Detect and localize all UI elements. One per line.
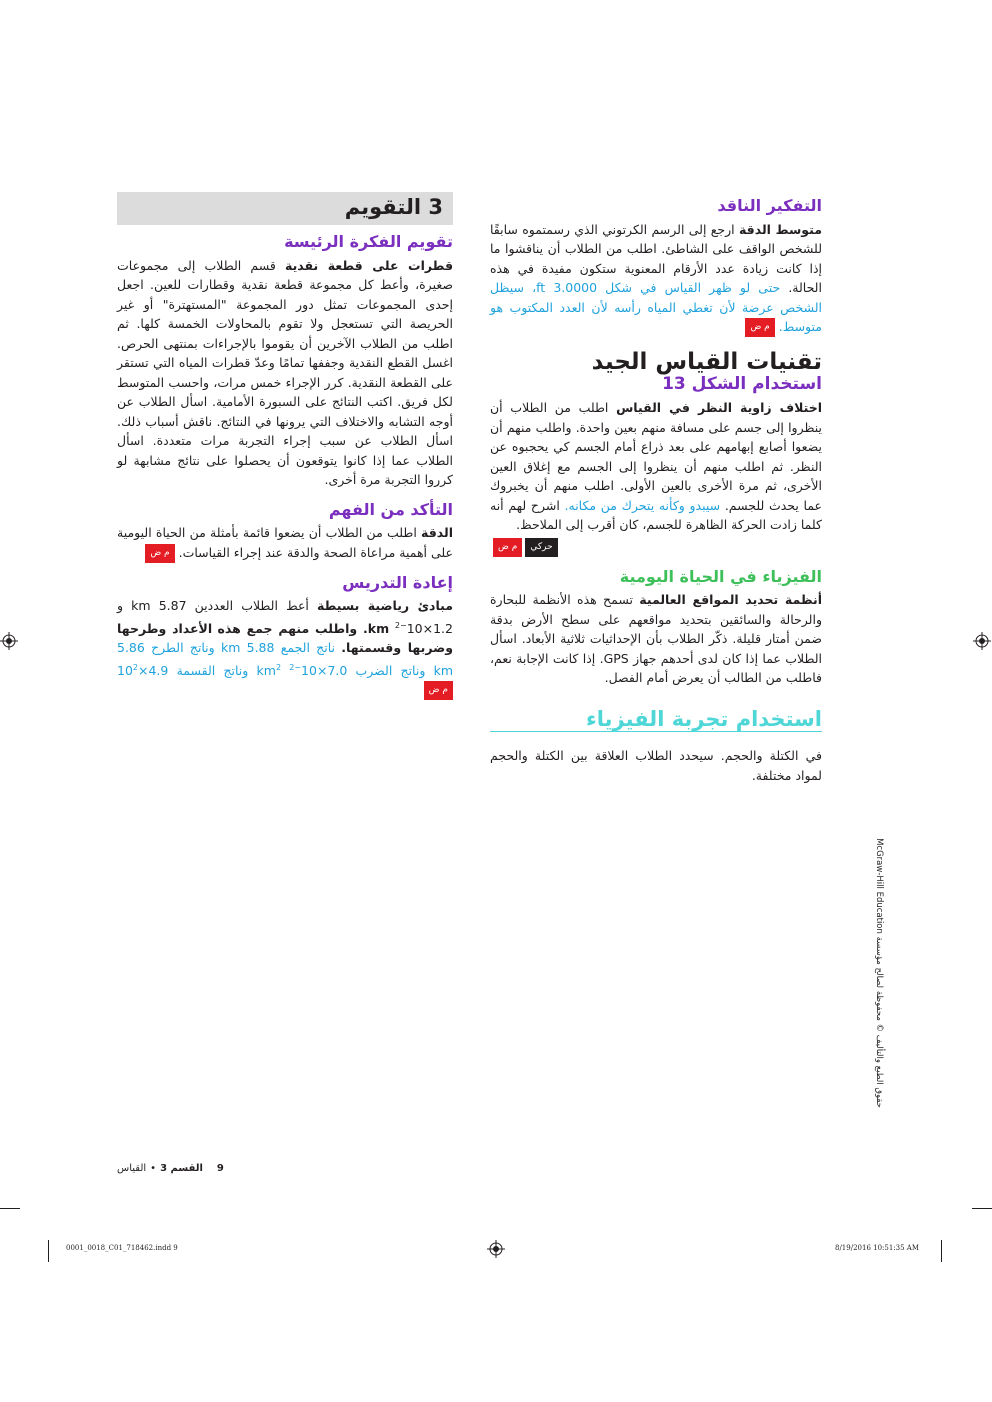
physics-daily-body: تسمح هذه الأنظمة للبحارة والرحالة والسائقين بتحديد مواقعهم على سطح الأرض بدقة ضمن أمتار قليلة. ذكّر الطلاب بأن الإحداثيات ثلاثية الأبعاد. اسأل الطلاب عما إذا كان لدى أحدهم جهاز GPS. إذا كانت الإجابة نعم، فاطلب من الطالب أن يعرض أمام الفصل. xyxy=(490,592,822,685)
result-difference: وناتج الطرح 5.86 km xyxy=(117,640,453,678)
kinesthetic-tag: حركي xyxy=(525,538,557,557)
level-tag: م ض xyxy=(424,681,453,700)
figure-body-2: اشرح لهم أنه كلما زادت الحركة الظاهرة للجسم، كان أقرب إلى الملاحظ. xyxy=(490,497,822,532)
check-understanding-body: اطلب من الطلاب أن يضعوا قائمة بأمثلة من الحياة اليومية على أهمية مراعاة الصحة والدقة عند إجراء القياسات. xyxy=(117,525,453,560)
lab-heading: استخدام تجربة الفيزياء xyxy=(586,706,822,731)
right-column xyxy=(490,196,822,785)
lab-heading-rule xyxy=(490,731,822,732)
figure-lead: اختلاف زاوية النظر في القياس xyxy=(616,400,822,415)
result-product-unit-exponent: 2 xyxy=(275,662,282,672)
footer-section: القسم 3 xyxy=(160,1163,203,1174)
reteach-bold-2: الأعداد وطرحها وضربها وقسمتها. xyxy=(117,620,453,656)
left-column xyxy=(117,232,453,700)
page-number: 9 xyxy=(216,1163,224,1174)
assessment-bar xyxy=(117,192,453,225)
level-tag: م ض xyxy=(493,538,522,557)
copyright-text: حقوق الطبع والتأليف © محفوظة لصالح مؤسسة McGraw-Hill Education xyxy=(874,838,884,1108)
crop-mark xyxy=(941,1240,942,1262)
figure-tags xyxy=(490,537,822,557)
main-idea-heading: تقويم الفكرة الرئيسة xyxy=(284,232,453,251)
reteach-lead: مبادئ رياضية بسيطة xyxy=(317,598,454,613)
result-product-value: وناتج الضرب 7.0×10 xyxy=(301,662,426,678)
main-idea-paragraph xyxy=(117,256,453,490)
physics-daily-paragraph xyxy=(490,590,822,688)
level-tag: م ض xyxy=(145,544,174,563)
critical-thinking-heading: التفكير الناقد xyxy=(717,196,822,215)
reteach-paragraph xyxy=(117,596,453,700)
slug-file: 0001_0018_C01_718462.indd 9 xyxy=(66,1244,178,1252)
reteach-heading: إعادة التدريس xyxy=(342,572,453,592)
physics-daily-lead: أنظمة تحديد المواقع العالمية xyxy=(639,592,822,607)
figure-paragraph xyxy=(490,398,822,535)
registration-mark-icon xyxy=(973,632,991,650)
reteach-body-1: أعط الطلاب العددين 5.87 km و 1.2×10 xyxy=(117,598,453,636)
page-footer xyxy=(117,1163,224,1174)
result-quotient xyxy=(117,663,248,678)
registration-mark-icon xyxy=(0,632,18,650)
assessment-title: 3 التقويم xyxy=(344,195,443,219)
result-quotient-exponent: 2 xyxy=(132,662,138,672)
critical-thinking-body: ارجع إلى الرسم الكرتوني الذي رسمتموه سابقًا للشخص الواقف على الشاطئ. اطلب من الطلاب أن يناقشوا ما إذا كانت زيادة عدد الأرقام المعنوية ستكون مفيدة في هذه الحالة. xyxy=(490,221,822,295)
figure-answer: سيبدو وكأنه يتحرك من مكانه. xyxy=(564,497,721,513)
result-quotient-value: وناتج القسمة 4.9×10 xyxy=(117,662,249,678)
crop-mark xyxy=(972,1208,992,1209)
critical-thinking-lead: متوسط الدقة xyxy=(738,221,822,237)
slug-date: 8/19/2016 10:51:35 AM xyxy=(835,1244,920,1252)
critical-thinking-paragraph xyxy=(490,220,822,338)
physics-daily-heading: الفيزياء في الحياة اليومية xyxy=(619,566,822,586)
figure-body: اطلب من الطلاب أن ينظروا إلى جسم على مسافة منهم بعين واحدة. واطلب منهم أن يضعوا أصابع إبهامهم على بعد ذراع أمام الجسم كي يحجبوه عن النظر. ثم اطلب منهم أن ينظروا إلى الجسم مع إغلاق العين الأخرى، ثم مرة الأخرى بالعين الأولى. اطلب منهم أن يخبروك عما يحدث للجسم. xyxy=(490,400,823,513)
crop-mark xyxy=(48,1240,49,1262)
check-understanding-paragraph xyxy=(117,523,453,563)
check-understanding-lead: الدقة xyxy=(421,525,453,540)
figure-heading: استخدام الشكل 13 xyxy=(662,373,822,394)
result-sum: ناتج الجمع 5.88 km xyxy=(220,640,336,656)
check-understanding-heading: التأكد من الفهم xyxy=(328,499,453,519)
result-product xyxy=(257,663,426,678)
copyright-credit xyxy=(870,808,888,1138)
techniques-heading: تقنيات القياس الجيد xyxy=(591,349,822,375)
main-idea-lead: قطرات على قطعة نقدية xyxy=(284,257,454,273)
lab-body: في الكتلة والحجم. سيحدد الطلاب العلاقة بين الكتلة والحجم لمواد مختلفة. xyxy=(490,748,822,783)
level-tag: م ض xyxy=(745,318,774,337)
footer-topic: القياس xyxy=(117,1163,147,1174)
result-product-unit: km xyxy=(256,662,290,678)
reteach-exponent: −2 xyxy=(394,620,407,630)
footer-bullet: • xyxy=(150,1163,157,1174)
registration-mark-icon xyxy=(487,1240,505,1258)
critical-thinking-answer: حتى لو ظهر القياس في شكل 3.0000 ft، سيظل الشخص عرضة لأن تغطي المياه رأسه لأن العدد المكتوب هو متوسط. xyxy=(490,280,822,334)
reteach-body-2: km. واطلب منهم جمع هذه xyxy=(217,620,395,636)
crop-mark xyxy=(0,1208,20,1209)
result-product-exponent: −2 xyxy=(289,662,302,672)
main-idea-body: قسم الطلاب إلى مجموعات صغيرة، وأعط كل مجموعة قطعة نقدية وقطارات للعين. اجعل إحدى المجموعات تمثل دور المجموعة "المستهترة" أو غير الحريصة التي تستعجل ولا تقوم بالمحاولات الخمسة كلها. ثم اطلب من الطلاب الآخرين أن يقوموا بالإجراءات بمنتهى الحرص. اغسل القطع النقدية وجففها تمامًا وعدّ قطرات المياه التي تستقر على القطعة النقدية. كرر الإجراء خمس مرات، واحسب المتوسط لكل فريق. اكتب النتائج على السبورة الأمامية. اسأل الطلاب عن أوجه التشابه والاختلاف التي يرونها في النتائج. ناقش أسباب ذلك. اسأل الطلاب عن سبب إجراء التجربة مرات متعددة. اسأل الطلاب عما إذا كانوا يتوقعون أن يحصلوا على نتائج مشابهة لو كرروا التجربة مرة أخرى. xyxy=(117,257,453,487)
